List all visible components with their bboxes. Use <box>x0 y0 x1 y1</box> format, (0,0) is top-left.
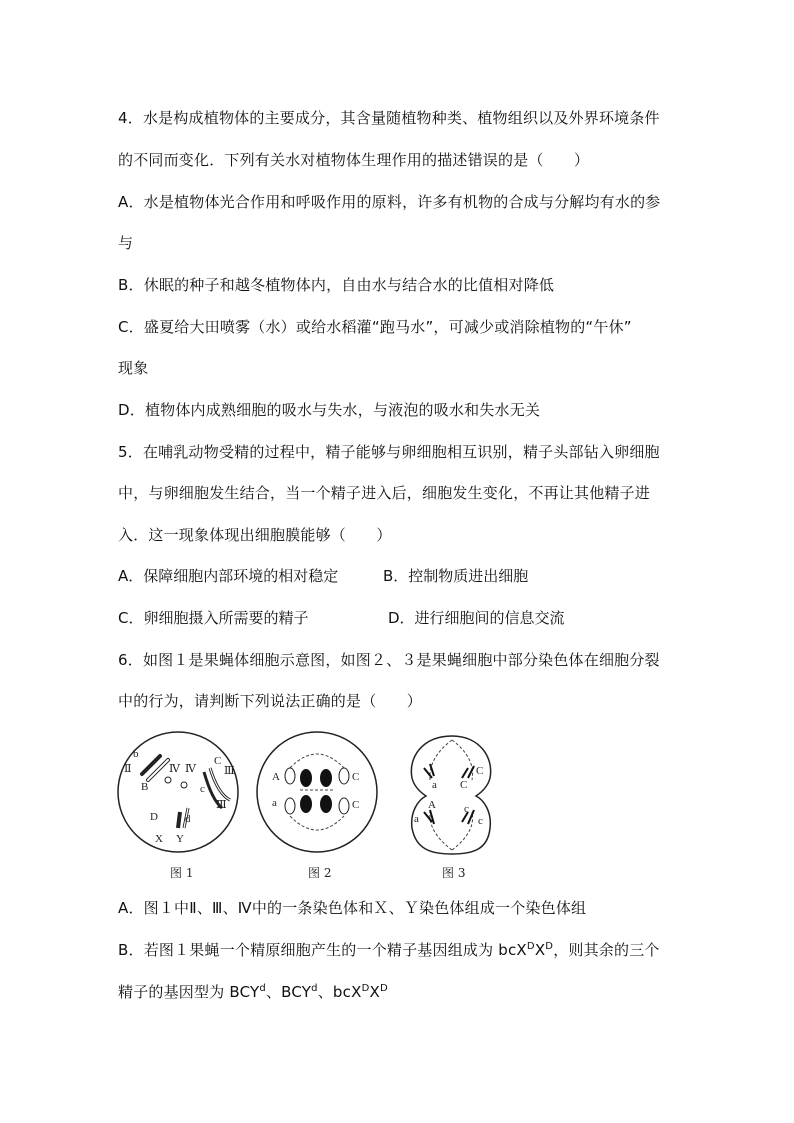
fig3-label-a-top: a <box>432 779 437 791</box>
fig3-label-c-top: c <box>464 803 469 815</box>
figure-1-caption: 图 1 <box>170 866 194 880</box>
q6-option-b-line2-pre: 精子的基因型为 BCY <box>118 983 260 1001</box>
fig3-label-c-bottom: c <box>478 815 483 827</box>
q6-option-b-line2-sup1: d <box>259 983 266 994</box>
q5-options-row1 <box>118 566 528 586</box>
q6-option-b-line2-sup2: d <box>311 983 318 994</box>
q4-option-c-line2: 现象 <box>118 359 149 377</box>
q4-option-a-line1: A．水是植物体光合作用和呼吸作用的原料，许多有机物的合成与分解均有水的参 <box>118 193 661 211</box>
q6-stem-line1: 6．如图１是果蝇体细胞示意图，如图２、３是果蝇细胞中部分染色体在细胞分裂 <box>118 651 660 669</box>
q5-stem-line2: 中，与卵细胞发生结合，当一个精子进入后，细胞发生变化，不再让其他精子进 <box>118 484 651 502</box>
q6-option-b-line2-sup4: D <box>379 983 388 994</box>
figure-1-cell <box>118 732 238 852</box>
figure-3-cell <box>411 736 490 854</box>
q6-option-b-line2-sup3: D <box>361 983 370 994</box>
q4-stem-line1: 4．水是构成植物体的主要成分，其含量随植物种类、植物组织以及外界环境条件 <box>118 109 660 127</box>
fig3-label-C-left: C <box>460 779 468 791</box>
fig1-label-II: Ⅱ <box>124 763 132 775</box>
q6-option-b-line2-m1: 、BCY <box>265 983 312 1001</box>
fig1-label-c: c <box>200 783 205 795</box>
figure-2-caption: 图 2 <box>308 866 332 880</box>
q6-option-b-line1-post: ，则其余的三个 <box>553 941 660 959</box>
q6-option-b-line1 <box>118 940 660 960</box>
chromosome-figures-svg <box>112 728 492 883</box>
fig2-label-A: A <box>272 771 280 783</box>
chromosome-figures <box>112 728 492 883</box>
q5-option-a: A．保障细胞内部环境的相对稳定 <box>118 567 339 585</box>
fig1-label-D: D <box>150 811 158 823</box>
q4-option-d: D．植物体内成熟细胞的吸水与失水，与液泡的吸水和失水无关 <box>118 401 541 419</box>
fig2-label-a: a <box>272 797 277 809</box>
q4-option-a-line2: 与 <box>118 234 134 252</box>
fig1-label-IV-b: Ⅳ <box>185 763 196 775</box>
q5-option-d: D．进行细胞间的信息交流 <box>388 609 565 627</box>
q6-option-a: A．图１中Ⅱ、Ⅲ、Ⅳ中的一条染色体和Ｘ、Ｙ染色体组成一个染色体组 <box>118 899 587 917</box>
q6-option-b-line1-mid: X <box>534 941 546 959</box>
fig2-label-C-bottom: C <box>352 799 360 811</box>
figure-2-cell <box>257 732 377 852</box>
fig1-label-IV-a: Ⅳ <box>169 763 180 775</box>
q6-option-b-line2-m3: X <box>369 983 380 1001</box>
fig1-label-d: d <box>185 813 191 825</box>
fig1-label-X: X <box>155 833 163 845</box>
q6-option-b-line2-m2: 、bcX <box>317 983 362 1001</box>
q4-option-c-line1: C．盛夏给大田喷雾（水）或给水稻灌“跑马水”，可减少或消除植物的“午休” <box>118 318 632 336</box>
q6-option-b-line1-pre: B．若图１果蝇一个精原细胞产生的一个精子基因组成为 bcX <box>118 941 527 959</box>
q5-stem-line3: 入．这一现象体现出细胞膜能够（ ） <box>118 526 392 544</box>
q6-option-b-sup1: D <box>526 941 535 952</box>
fig3-label-A: A <box>428 799 436 811</box>
q6-stem-line2: 中的行为，请判断下列说法正确的是（ ） <box>118 692 423 710</box>
fig2-label-C-top: C <box>352 771 360 783</box>
q6-option-b-line2 <box>118 982 388 1002</box>
figure-3-caption: 图 3 <box>442 866 466 880</box>
fig1-label-III-b: Ⅲ <box>216 799 227 811</box>
fig1-label-b: b <box>133 748 139 760</box>
q5-stem-line1: 5．在哺乳动物受精的过程中，精子能够与卵细胞相互识别，精子头部钻入卵细胞 <box>118 443 660 461</box>
fig3-label-C-right: C <box>476 765 484 777</box>
q4-stem-line2: 的不同而变化．下列有关水对植物体生理作用的描述错误的是（ ） <box>118 151 590 169</box>
q5-option-b: B．控制物质进出细胞 <box>383 567 529 585</box>
q5-option-c: C．卵细胞摄入所需要的精子 <box>118 609 309 627</box>
fig3-label-a-bottom: a <box>414 813 419 825</box>
q4-option-b: B．休眠的种子和越冬植物体内，自由水与结合水的比值相对降低 <box>118 276 555 294</box>
q5-options-row2 <box>118 608 565 628</box>
fig1-label-Y: Y <box>176 833 184 845</box>
q6-option-b-sup2: D <box>545 941 554 952</box>
fig1-label-III-a: Ⅲ <box>224 765 235 777</box>
fig1-label-C: C <box>214 755 222 767</box>
fig1-label-B: B <box>141 781 149 793</box>
